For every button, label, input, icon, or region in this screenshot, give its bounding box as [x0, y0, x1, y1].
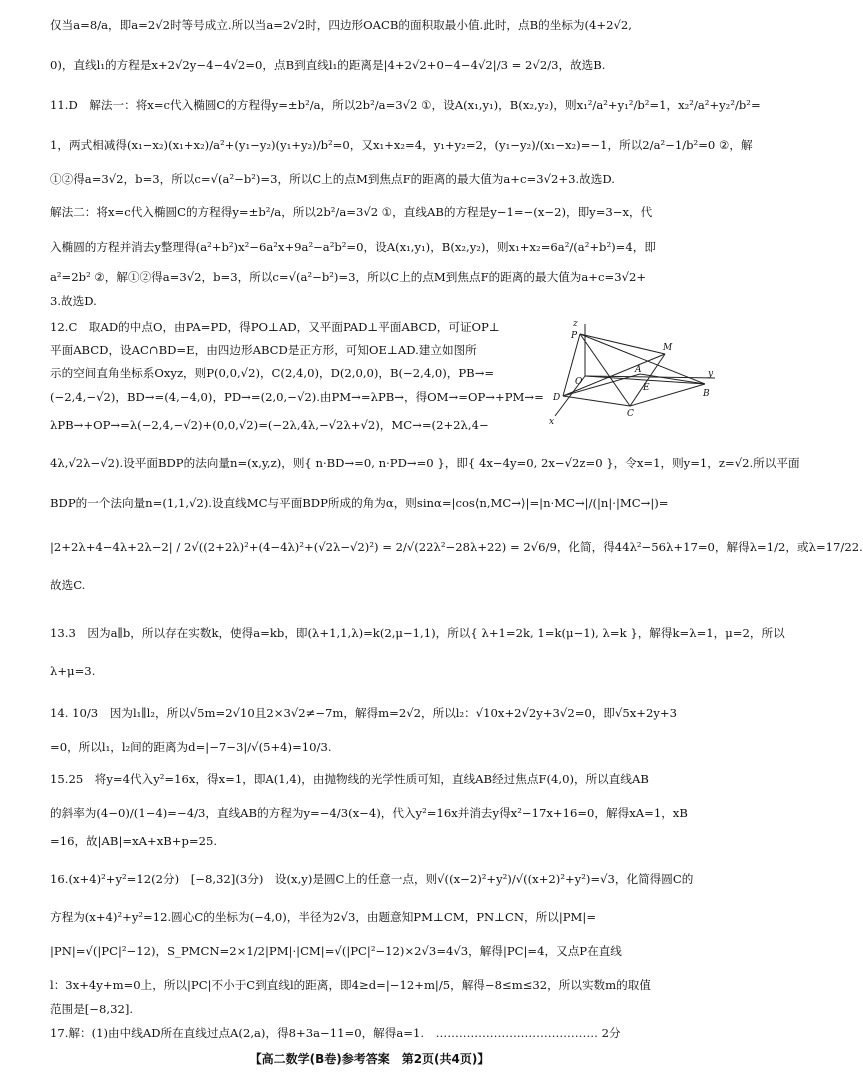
text-line: 的斜率为(4−0)/(1−4)=−4/3，直线AB的方程为y=−4/3(x−4)，代入y²=16x并消去y得x²−17x+16=0，解得xA=1，xB [50, 806, 688, 820]
figure-label-B: B [703, 389, 710, 399]
text-line: 方程为(x+4)²+y²=12.圆心C的坐标为(−4,0)，半径为2√3，由题意知PM⊥CM，PN⊥CN，所以|PM|= [50, 910, 597, 924]
figure-label-O: O [575, 377, 583, 387]
text-line: λ+μ=3. [50, 664, 96, 678]
text-line: =16，故|AB|=xA+xB+p=25. [50, 834, 218, 848]
text-line: λPB→+OP→=λ(−2,4,−√2)+(0,0,√2)=(−2λ,4λ,−√2λ+√2)，MC→=(2+2λ,4− [50, 418, 489, 432]
text-line: (−2,4,−√2)，BD→=(4,−4,0)，PD→=(2,0,−√2).由PM→=λPB→，得OM→=OP→+PM→= [50, 390, 544, 404]
text-line: 入椭圆的方程并消去y整理得(a²+b²)x²−6a²x+9a²−a²b²=0，设A(x₁,y₁)，B(x₂,y₂)，则x₁+x₂=6a²/(a²+b²)=4，即 [50, 240, 656, 254]
text-line: 示的空间直角坐标系Oxyz，则P(0,0,√2)，C(2,4,0)，D(2,0,0)，B(−2,4,0)，PB→= [50, 366, 495, 380]
figure-label-C: C [627, 409, 634, 419]
text-line: l：3x+4y+m=0上，所以|PC|不小于C到直线l的距离，即4≥d=|−12+m|/5，解得−8≤m≤32，所以实数m的取值 [50, 978, 651, 992]
text-line: 1，两式相减得(x₁−x₂)(x₁+x₂)/a²+(y₁−y₂)(y₁+y₂)/b²=0，又x₁+x₂=4，y₁+y₂=2，(y₁−y₂)/(x₁−x₂)=−1，所以2/a²−1/b²=0 ②，解 [50, 138, 753, 152]
figure-label-E: E [643, 383, 650, 393]
text-line: 14. 10/3 因为l₁∥l₂，所以√5m=2√10且2×3√2≠−7m，解得m=2√2，所以l₂：√10x+2√2y+3√2=0，即√5x+2y+3 [50, 706, 678, 720]
figure-label-x: x [549, 417, 555, 427]
text-line: 故选C. [50, 578, 86, 592]
text-line: 17.解：(1)由中线AD所在直线过点A(2,a)，得8+3a−11=0，解得a=1. …………………………………… 2分 [50, 1026, 621, 1040]
text-line: 11.D 解法一：将x=c代入椭圆C的方程得y=±b²/a，所以2b²/a=3√2 ①，设A(x₁,y₁)，B(x₂,y₂)，则x₁²/a²+y₁²/b²=1，x₂²/a²+y₂²/b²= [50, 98, 761, 112]
figure-label-z: z [573, 319, 578, 329]
figure-label-y: y [708, 369, 714, 379]
text-line: 12.C 取AD的中点O，由PA=PD，得PO⊥AD，又平面PAD⊥平面ABCD，可证OP⊥ [50, 320, 500, 334]
text-line: |PN|=√(|PC|²−12)，S_PMCN=2×1/2|PM|·|CM|=√(|PC|²−12)×2√3=4√3，解得|PC|=4，又点P在直线 [50, 944, 622, 958]
pyramid-figure [545, 316, 715, 426]
figure-label-M: M [663, 343, 673, 353]
text-line: =0，所以l₁，l₂间的距离为d=|−7−3|/√(5+4)=10/3. [50, 740, 332, 754]
text-line: 范围是[−8,32]. [50, 1002, 134, 1016]
text-line: a²=2b² ②，解①②得a=3√2，b=3，所以c=√(a²−b²)=3，所以C上的点M到焦点F的距离的最大值为a+c=3√2+ [50, 270, 647, 284]
text-line: 仅当a=8/a，即a=2√2时等号成立.所以当a=2√2时，四边形OACB的面积取最小值.此时，点B的坐标为(4+2√2, [50, 18, 632, 32]
page-footer: 【高二数学(B卷)参考答案 第2页(共4页)】 [249, 1052, 490, 1066]
pyramid-diagram [545, 316, 715, 426]
figure-label-P: P [571, 331, 578, 341]
text-line: 平面ABCD，设AC∩BD=E，由四边形ABCD是正方形，可知OE⊥AD.建立如图所 [50, 343, 477, 357]
figure-label-A: A [635, 365, 642, 375]
text-line: 4λ,√2λ−√2).设平面BDP的法向量n=(x,y,z)，则{ n·BD→=0, n·PD→=0 }，即{ 4x−4y=0, 2x−√2z=0 }，令x=1，则y=1，z=√2.所以平面 [50, 456, 800, 470]
text-line: 13.3 因为a∥b，所以存在实数k，使得a=kb，即(λ+1,1,λ)=k(2,μ−1,1)，所以{ λ+1=2k, 1=k(μ−1), λ=k }，解得k=λ=1，μ=2，所以 [50, 626, 785, 640]
figure-label-D: D [553, 393, 561, 403]
text-line: 0)，直线l₁的方程是x+2√2y−4−4√2=0，点B到直线l₁的距离是|4+2√2+0−4−4√2|/3 = 2√2/3，故选B. [50, 58, 606, 72]
text-line: 解法二：将x=c代入椭圆C的方程得y=±b²/a，所以2b²/a=3√2 ①，直线AB的方程是y−1=−(x−2)，即y=3−x，代 [50, 205, 653, 219]
text-line: |2+2λ+4−4λ+2λ−2| / 2√((2+2λ)²+(4−4λ)²+(√2λ−√2)²) = 2/√(22λ²−28λ+22) = 2√6/9，化简，得44λ²−56λ+17=0，解得λ=1/2，或λ=17/22. [50, 540, 863, 554]
text-line: BDP的一个法向量n=(1,1,√2).设直线MC与平面BDP所成的角为α，则sinα=|cos⟨n,MC→⟩|=|n·MC→|/(|n|·|MC→|)= [50, 496, 669, 510]
text-line: 3.故选D. [50, 294, 97, 308]
text-line: 15.25 将y=4代入y²=16x，得x=1，即A(1,4)，由抛物线的光学性质可知，直线AB经过焦点F(4,0)，所以直线AB [50, 772, 649, 786]
text-line: ①②得a=3√2，b=3，所以c=√(a²−b²)=3，所以C上的点M到焦点F的距离的最大值为a+c=3√2+3.故选D. [50, 172, 615, 186]
text-line: 16.(x+4)²+y²=12(2分) [−8,32](3分) 设(x,y)是圆C上的任意一点，则√((x−2)²+y²)/√((x+2)²+y²)=√3，化简得圆C的 [50, 872, 694, 886]
